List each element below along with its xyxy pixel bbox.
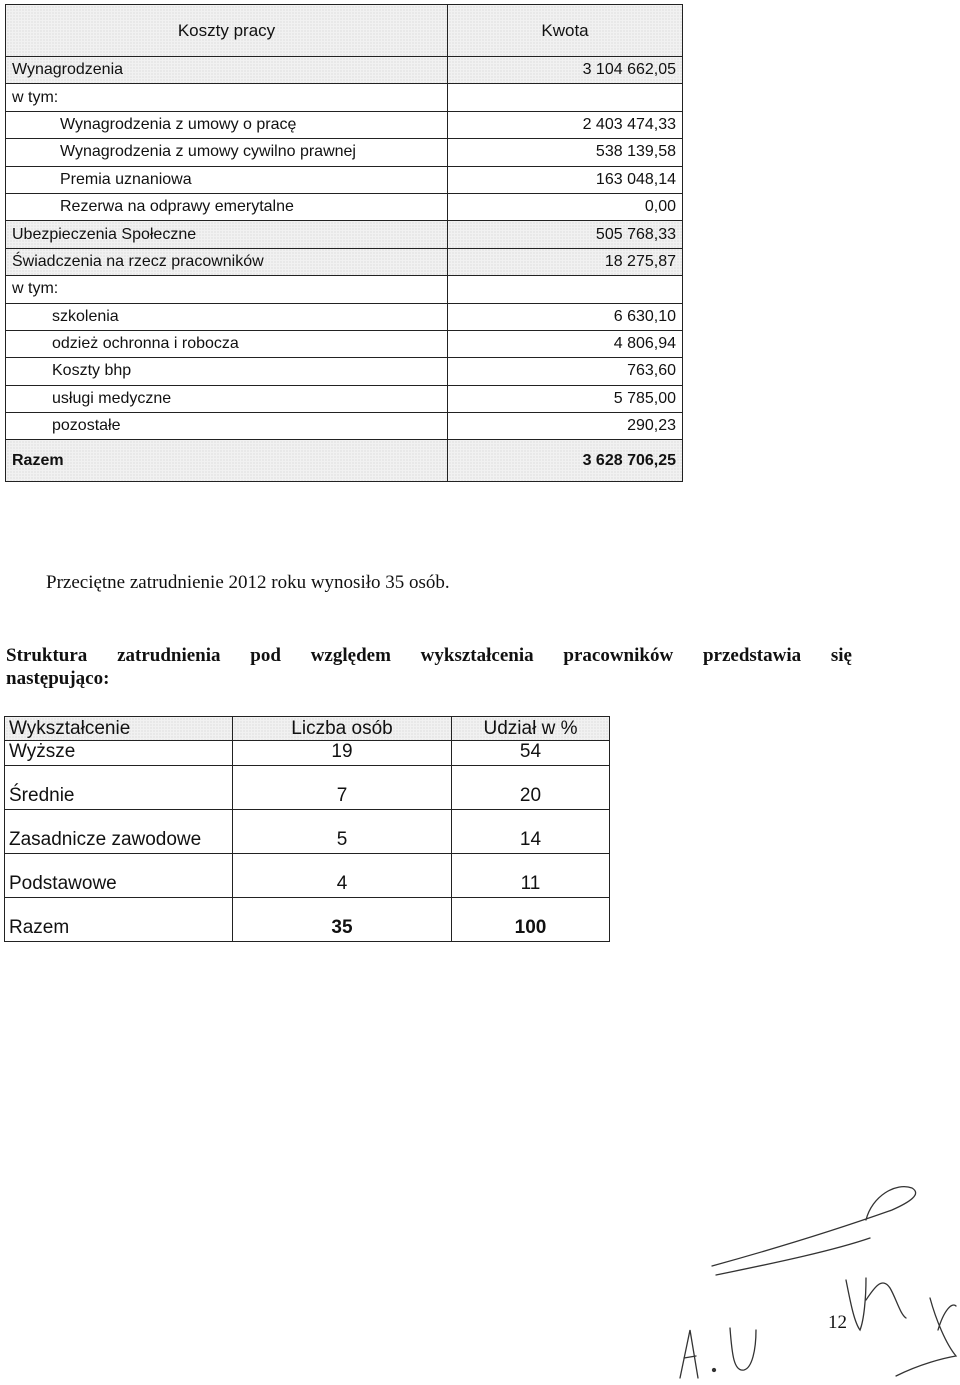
table-row-retirement-reserve bbox=[6, 193, 683, 220]
table-row-vocational bbox=[5, 810, 610, 854]
column-header-share: Udział w % bbox=[452, 717, 610, 741]
table-row-civil-contract-wages bbox=[6, 139, 683, 166]
row-amount: 2 403 474,33 bbox=[448, 111, 683, 138]
table-row-employment-contract-wages bbox=[6, 111, 683, 138]
row-amount: 0,00 bbox=[448, 193, 683, 220]
table-row-secondary bbox=[5, 766, 610, 810]
table-row-higher bbox=[5, 741, 610, 766]
row-label: Koszty bhp bbox=[6, 358, 448, 385]
table-row-training bbox=[6, 303, 683, 330]
total-amount: 3 628 706,25 bbox=[448, 440, 683, 482]
table-header-row bbox=[6, 5, 683, 57]
labor-costs-table bbox=[5, 4, 683, 482]
table-row-bonus bbox=[6, 166, 683, 193]
table-row-other bbox=[6, 413, 683, 440]
row-label: usługi medyczne bbox=[6, 385, 448, 412]
column-header-count: Liczba osób bbox=[233, 717, 452, 741]
handwritten-signature bbox=[660, 1180, 960, 1385]
row-label: Wynagrodzenia z umowy o pracę bbox=[6, 111, 448, 138]
total-label: Razem bbox=[5, 898, 233, 942]
table-row-ohs-costs bbox=[6, 358, 683, 385]
row-label: Wynagrodzenia bbox=[6, 57, 448, 84]
table-row-employee-benefits bbox=[6, 248, 683, 275]
education-level: Zasadnicze zawodowe bbox=[5, 810, 233, 854]
share-percent: 14 bbox=[452, 810, 610, 854]
row-label: Świadczenia na rzecz pracowników bbox=[6, 248, 448, 275]
person-count: 4 bbox=[233, 854, 452, 898]
person-count: 19 bbox=[233, 741, 452, 766]
total-share: 100 bbox=[452, 898, 610, 942]
table-row-wages-including bbox=[6, 84, 683, 111]
row-amount: 290,23 bbox=[448, 413, 683, 440]
column-header-amount: Kwota bbox=[448, 5, 683, 57]
education-structure-table bbox=[4, 716, 610, 942]
row-amount: 6 630,10 bbox=[448, 303, 683, 330]
row-amount: 538 139,58 bbox=[448, 139, 683, 166]
share-percent: 11 bbox=[452, 854, 610, 898]
education-level: Podstawowe bbox=[5, 854, 233, 898]
total-count: 35 bbox=[233, 898, 452, 942]
education-level: Średnie bbox=[5, 766, 233, 810]
row-label: w tym: bbox=[6, 84, 448, 111]
column-header-costs: Koszty pracy bbox=[6, 5, 448, 57]
table-row-total bbox=[6, 440, 683, 482]
row-amount: 18 275,87 bbox=[448, 248, 683, 275]
row-label: pozostałe bbox=[6, 413, 448, 440]
row-amount: 4 806,94 bbox=[448, 330, 683, 357]
table-row-wages bbox=[6, 57, 683, 84]
row-label: Premia uznaniowa bbox=[6, 166, 448, 193]
row-label: Ubezpieczenia Społeczne bbox=[6, 221, 448, 248]
table-header-row bbox=[5, 717, 610, 741]
table-row-work-clothing bbox=[6, 330, 683, 357]
row-amount: 505 768,33 bbox=[448, 221, 683, 248]
row-amount bbox=[448, 276, 683, 303]
row-label: w tym: bbox=[6, 276, 448, 303]
row-label: odzież ochronna i robocza bbox=[6, 330, 448, 357]
table-row-total bbox=[5, 898, 610, 942]
table-row-social-insurance bbox=[6, 221, 683, 248]
share-percent: 20 bbox=[452, 766, 610, 810]
page-number: 12 bbox=[828, 1312, 847, 1333]
row-label: szkolenia bbox=[6, 303, 448, 330]
share-percent: 54 bbox=[452, 741, 610, 766]
row-amount: 763,60 bbox=[448, 358, 683, 385]
person-count: 5 bbox=[233, 810, 452, 854]
table-row-benefits-including bbox=[6, 276, 683, 303]
person-count: 7 bbox=[233, 766, 452, 810]
row-amount: 3 104 662,05 bbox=[448, 57, 683, 84]
row-amount bbox=[448, 84, 683, 111]
average-employment-text: Przeciętne zatrudnienie 2012 roku wynosiło 35 osób. bbox=[46, 572, 450, 593]
row-label: Rezerwa na odprawy emerytalne bbox=[6, 193, 448, 220]
table-row-primary bbox=[5, 854, 610, 898]
row-amount: 5 785,00 bbox=[448, 385, 683, 412]
total-label: Razem bbox=[6, 440, 448, 482]
column-header-education: Wykształcenie bbox=[5, 717, 233, 741]
row-amount: 163 048,14 bbox=[448, 166, 683, 193]
table-row-medical-services bbox=[6, 385, 683, 412]
employment-structure-intro: Struktura zatrudnienia pod względem wykształcenia pracowników przedstawia się następująco: bbox=[6, 645, 852, 689]
education-level: Wyższe bbox=[5, 741, 233, 766]
row-label: Wynagrodzenia z umowy cywilno prawnej bbox=[6, 139, 448, 166]
